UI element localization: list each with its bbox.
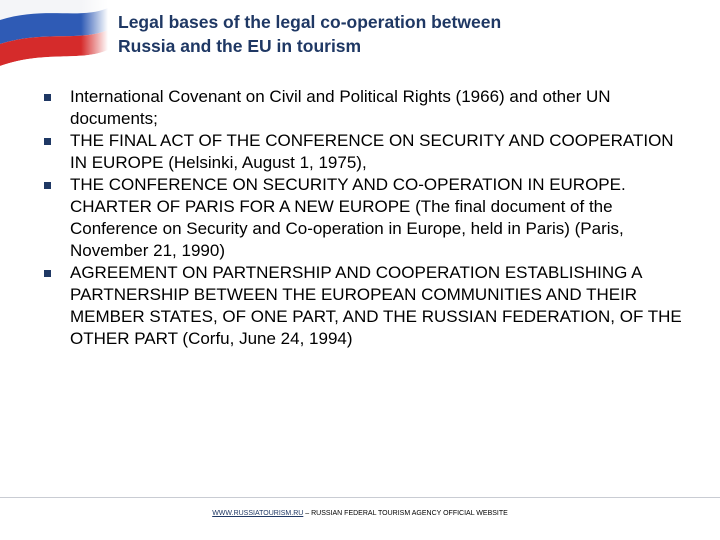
title-line-2: Russia and the EU in tourism [118,36,362,56]
page-title [118,10,698,58]
bullet-text: AGREEMENT ON PARTNERSHIP AND COOPERATION ESTABLISHING A PARTNERSHIP BETWEEN THE EUROPEAN COMMUNITIES AND THEIR MEMBER STATES, OF ONE PART, AND THE RUSSIAN FEDERATION, OF THE OTHER PART (Corfu, June 24, 1994) [70,263,682,348]
bullet-item [44,86,684,130]
footer-text: – RUSSIAN FEDERAL TOURISM AGENCY OFFICIAL WEBSITE [303,510,508,517]
bullet-square-icon [44,94,51,101]
bullet-item [44,262,684,350]
bullet-text: THE FINAL ACT OF THE CONFERENCE ON SECURITY AND COOPERATION IN EUROPE (Helsinki, August 1, 1975), [70,131,674,172]
bullet-text: THE CONFERENCE ON SECURITY AND CO-OPERATION IN EUROPE. CHARTER OF PARIS FOR A NEW EUROPE (The final document of the Conference on Security and Co-operation in Europe, held in Paris) (Paris, November 21, 1990) [70,175,626,260]
russian-flag-logo [0,0,108,80]
title-line-1: Legal bases of the legal co-operation between [118,12,502,32]
footer-website-link[interactable]: WWW.RUSSIATOURISM.RU [212,510,304,517]
bullet-item [44,130,684,174]
footer [0,510,720,517]
bullet-square-icon [44,270,51,277]
bullet-square-icon [44,182,51,189]
bullet-text: International Covenant on Civil and Political Rights (1966) and other UN documents; [70,87,611,128]
bullet-list [44,86,684,350]
bullet-square-icon [44,138,51,145]
bullet-item [44,174,684,262]
footer-divider [0,497,720,498]
